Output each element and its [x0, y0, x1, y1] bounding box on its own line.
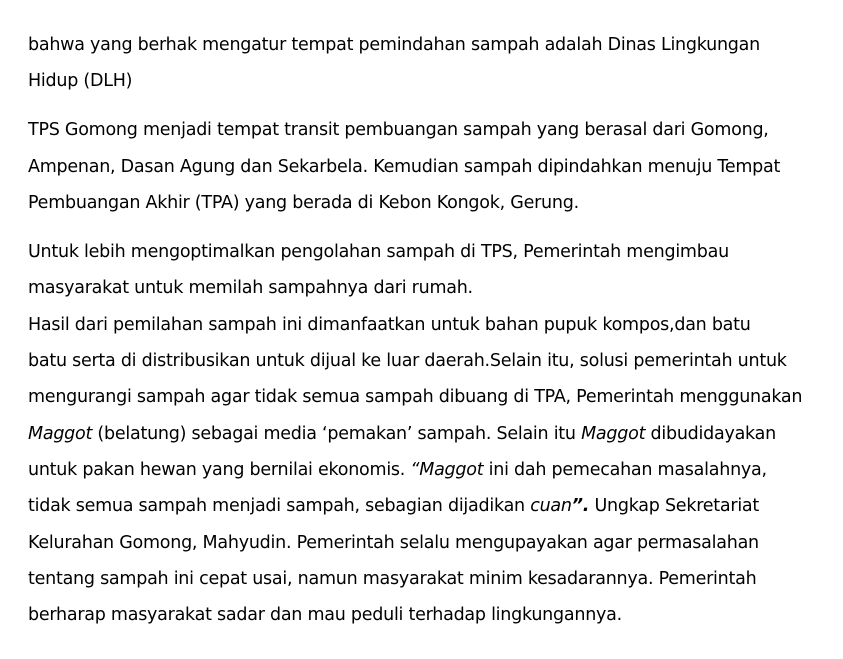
- text-line: Untuk lebih mengoptimalkan pengolahan sampah di TPS, Pemerintah mengimbau: [28, 242, 729, 263]
- text-line: TPS Gomong menjadi tempat transit pembuangan sampah yang berasal dari Gomong,: [28, 120, 769, 141]
- text-line: Hidup (DLH): [28, 71, 133, 91]
- text-line: berharap masyarakat sadar dan mau peduli terhadap lingkungannya.: [28, 605, 622, 626]
- text-run: Ungkap Sekretariat: [589, 496, 760, 517]
- italic-term: cuan: [530, 496, 572, 517]
- text-run: (belatung) sebagai media ‘pemakan’ sampah. Selain itu: [92, 423, 582, 444]
- text-run: untuk pakan hewan yang bernilai ekonomis.: [28, 459, 411, 480]
- text-line: Kelurahan Gomong, Mahyudin. Pemerintah selalu mengupayakan agar permasalahan: [28, 532, 759, 553]
- text-run: ini dah pemecahan masalahnya,: [483, 459, 767, 480]
- text-line: Ampenan, Dasan Agung dan Sekarbela. Kemudian sampah dipindahkan menuju Tempat: [28, 156, 781, 177]
- text-line: tentang sampah ini cepat usai, namun masyarakat minim kesadarannya. Pemerintah: [28, 568, 757, 589]
- text-line: [28, 488, 815, 524]
- paragraph-pengolahan: [28, 234, 815, 633]
- closing-quote: ”.: [571, 496, 590, 517]
- paragraph-tps-gomong: [28, 112, 815, 221]
- text-line: bahwa yang berhak mengatur tempat pemindahan sampah adalah Dinas Lingkungan: [28, 35, 760, 55]
- text-line: mengurangi sampah agar tidak semua sampah dibuang di TPA, Pemerintah menggunakan: [28, 387, 803, 408]
- text-line: Pembuangan Akhir (TPA) yang berada di Kebon Kongok, Gerung.: [28, 192, 579, 213]
- italic-term: Maggot: [581, 423, 646, 444]
- text-run: tidak semua sampah menjadi sampah, sebagian dijadikan: [28, 496, 531, 517]
- text-line: [28, 416, 815, 452]
- text-line: Hasil dari pemilahan sampah ini dimanfaatkan untuk bahan pupuk kompos,dan batu: [28, 314, 751, 335]
- text-line: [28, 452, 815, 488]
- paragraph-gap: [28, 221, 815, 234]
- italic-quote: “Maggot: [410, 459, 484, 480]
- paragraph-dlh: [28, 27, 815, 99]
- text-line: masyarakat untuk memilah sampahnya dari rumah.: [28, 278, 473, 299]
- italic-term: Maggot: [28, 423, 93, 444]
- paragraph-gap: [28, 99, 815, 112]
- text-line: batu serta di distribusikan untuk dijual ke luar daerah.Selain itu, solusi pemerintah untuk: [28, 351, 787, 372]
- text-run: dibudidayakan: [645, 423, 776, 444]
